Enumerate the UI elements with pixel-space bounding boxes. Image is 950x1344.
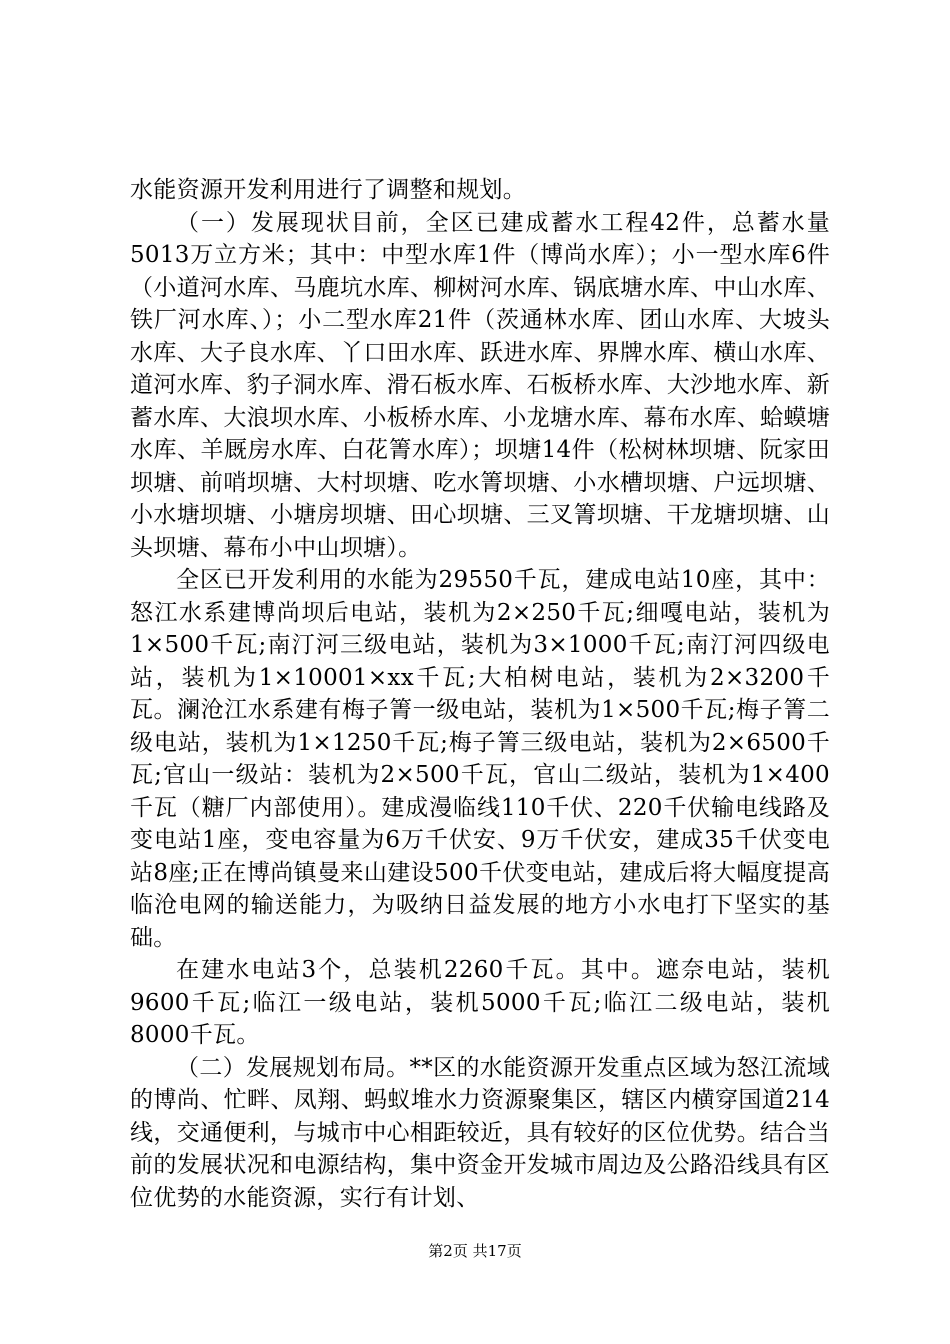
page-footer: 第2页 共17页 <box>428 1242 522 1260</box>
paragraph-stations-under-construction: 在建水电站3个，总装机2260千瓦。其中。遮奈电站，装机9600千瓦;临江一级电站，装机5000千瓦;临江二级电站，装机8000千瓦。 <box>130 957 830 1048</box>
paragraph-continuation: 水能资源开发利用进行了调整和规划。 <box>130 177 527 203</box>
paragraph-developed-hydropower: 全区已开发利用的水能为29550千瓦，建成电站10座，其中：怒江水系建博尚坝后电站，装机为2×250千瓦;细嘎电站，装机为1×500千瓦;南汀河三级电站，装机为3×1000千瓦;南汀河四级电站，装机为1×10001×xx千瓦;大柏树电站，装机为2×3200千瓦。澜沧江水系建有梅子箐一级电站，装机为1×500千瓦;梅子箐二级电站，装机为1×1250千瓦;梅子箐三级电站，装机为2×6500千瓦;官山一级站：装机为2×500千瓦，官山二级站，装机为1×400千瓦（糖厂内部使用）。建成漫临线110千伏、220千伏输电线路及变电站1座，变电容量为6万千伏安、9万千伏安，建成35千伏变电站8座;正在博尚镇曼来山建设500千伏变电站，建成后将大幅度提高临沧电网的输送能力，为吸纳日益发展的地方小水电打下坚实的基础。 <box>130 567 830 951</box>
paragraph-development-status: （一）发展现状目前，全区已建成蓄水工程42件，总蓄水量5013万立方米；其中：中型水库1件（博尚水库）；小一型水库6件（小道河水库、马鹿坑水库、柳树河水库、锅底塘水库、中山水库、铁厂河水库、）；小二型水库21件（茨通林水库、团山水库、大坡头水库、大子良水库、丫口田水库、跃进水库、界牌水库、横山水库、道河水库、豹子洞水库、滑石板水库、石板桥水库、大沙地水库、新蓄水库、大浪坝水库、小板桥水库、小龙塘水库、幕布水库、蛤蟆塘水库、羊厩房水库、白花箐水库）；坝塘14件（松树林坝塘、阮家田坝塘、前哨坝塘、大村坝塘、吃水箐坝塘、小水槽坝塘、户远坝塘、小水塘坝塘、小塘房坝塘、田心坝塘、三叉箐坝塘、干龙塘坝塘、山头坝塘、幕布小中山坝塘）。 <box>130 209 830 561</box>
document-body <box>130 174 830 1214</box>
paragraph-development-planning: （二）发展规划布局。**区的水能资源开发重点区域为怒江流域的博尚、忙畔、凤翔、蚂蚁堆水力资源聚集区，辖区内横穿国道214线，交通便利，与城市中心相距较近，具有较好的区位优势。结合当前的发展状况和电源结构，集中资金开发城市周边及公路沿线具有区位优势的水能资源，实行有计划、 <box>130 1054 830 1211</box>
